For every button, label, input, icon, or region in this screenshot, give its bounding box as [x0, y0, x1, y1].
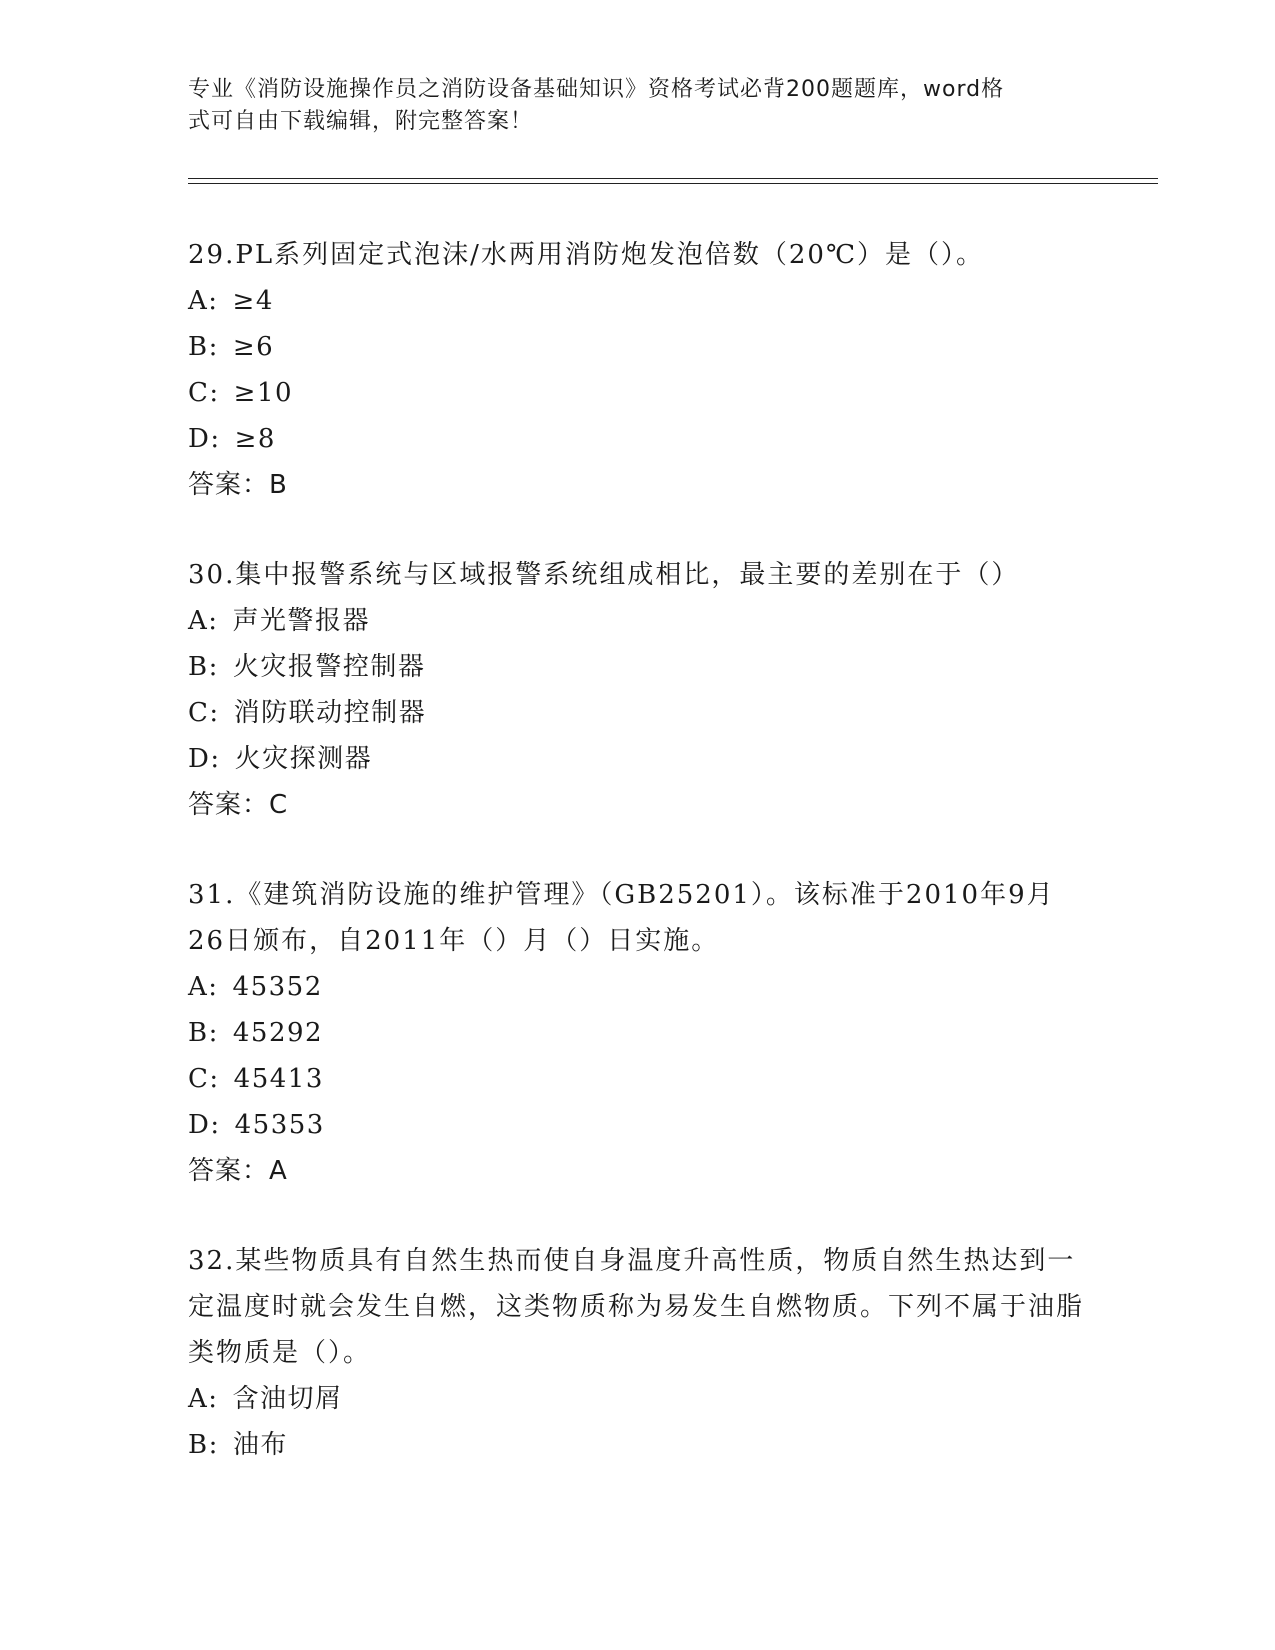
option-c [188, 1056, 1088, 1102]
option-letter: A: [188, 606, 219, 636]
option-letter: C: [188, 1064, 220, 1094]
option-text: 45413 [233, 1064, 324, 1094]
option-b [188, 644, 1088, 690]
option-letter: B: [188, 332, 219, 362]
option-a [188, 1376, 1088, 1422]
option-letter: B: [188, 652, 219, 682]
option-text: 45292 [232, 1018, 324, 1048]
option-text: 火灾报警控制器 [232, 652, 426, 682]
option-text: 45353 [234, 1110, 325, 1140]
option-text: 声光警报器 [232, 606, 371, 636]
question-stem: 31.《建筑消防设施的维护管理》（GB25201）。该标准于2010年9月26日颁布，自2011年（）月（）日实施。 [188, 880, 1055, 956]
option-text: ≥6 [232, 332, 275, 362]
option-letter: C: [188, 698, 220, 728]
option-c [188, 690, 1088, 736]
option-letter: A: [188, 1384, 219, 1414]
answer-line: 答案：A [188, 1156, 288, 1186]
question-30 [188, 552, 1088, 828]
document-header [188, 74, 1068, 138]
header-line-2: 式可自由下载编辑，附完整答案！ [188, 109, 534, 134]
option-text: ≥10 [233, 378, 294, 408]
header-line-1: 专业《消防设施操作员之消防设备基础知识》资格考试必背200题题库，word格 [188, 77, 1005, 102]
option-letter: A: [188, 286, 219, 316]
question-31 [188, 872, 1088, 1194]
option-text: 火灾探测器 [234, 744, 373, 774]
question-29 [188, 232, 1088, 508]
option-letter: D: [188, 424, 221, 454]
question-stem: 29.PL系列固定式泡沫/水两用消防炮发泡倍数（20℃）是（）。 [188, 240, 985, 270]
header-divider-bottom [188, 183, 1158, 184]
option-text: 含油切屑 [232, 1384, 343, 1414]
answer-line: 答案：C [188, 790, 289, 820]
option-b [188, 1010, 1088, 1056]
option-text: 45352 [232, 972, 323, 1002]
option-d [188, 1102, 1088, 1148]
option-letter: A: [188, 972, 219, 1002]
option-d [188, 736, 1088, 782]
option-d [188, 416, 1088, 462]
option-c [188, 370, 1088, 416]
option-letter: B: [188, 1430, 219, 1460]
option-a [188, 964, 1088, 1010]
question-stem: 32.某些物质具有自然生热而使自身温度升高性质，物质自然生热达到一定温度时就会发生自燃，这类物质称为易发生自燃物质。下列不属于油脂类物质是（）。 [188, 1246, 1085, 1368]
option-a [188, 598, 1088, 644]
option-text: ≥8 [234, 424, 276, 454]
option-letter: D: [188, 1110, 221, 1140]
answer-line: 答案：B [188, 470, 288, 500]
option-letter: B: [188, 1018, 219, 1048]
option-b [188, 324, 1088, 370]
option-letter: C: [188, 378, 220, 408]
question-32 [188, 1238, 1088, 1468]
header-divider-top [188, 178, 1158, 179]
option-text: 消防联动控制器 [233, 698, 427, 728]
option-a [188, 278, 1088, 324]
question-list [188, 232, 1088, 1512]
option-letter: D: [188, 744, 221, 774]
option-text: 油布 [232, 1430, 288, 1460]
option-text: ≥4 [232, 286, 274, 316]
question-stem: 30.集中报警系统与区域报警系统组成相比，最主要的差别在于（） [188, 560, 1020, 590]
option-b [188, 1422, 1088, 1468]
